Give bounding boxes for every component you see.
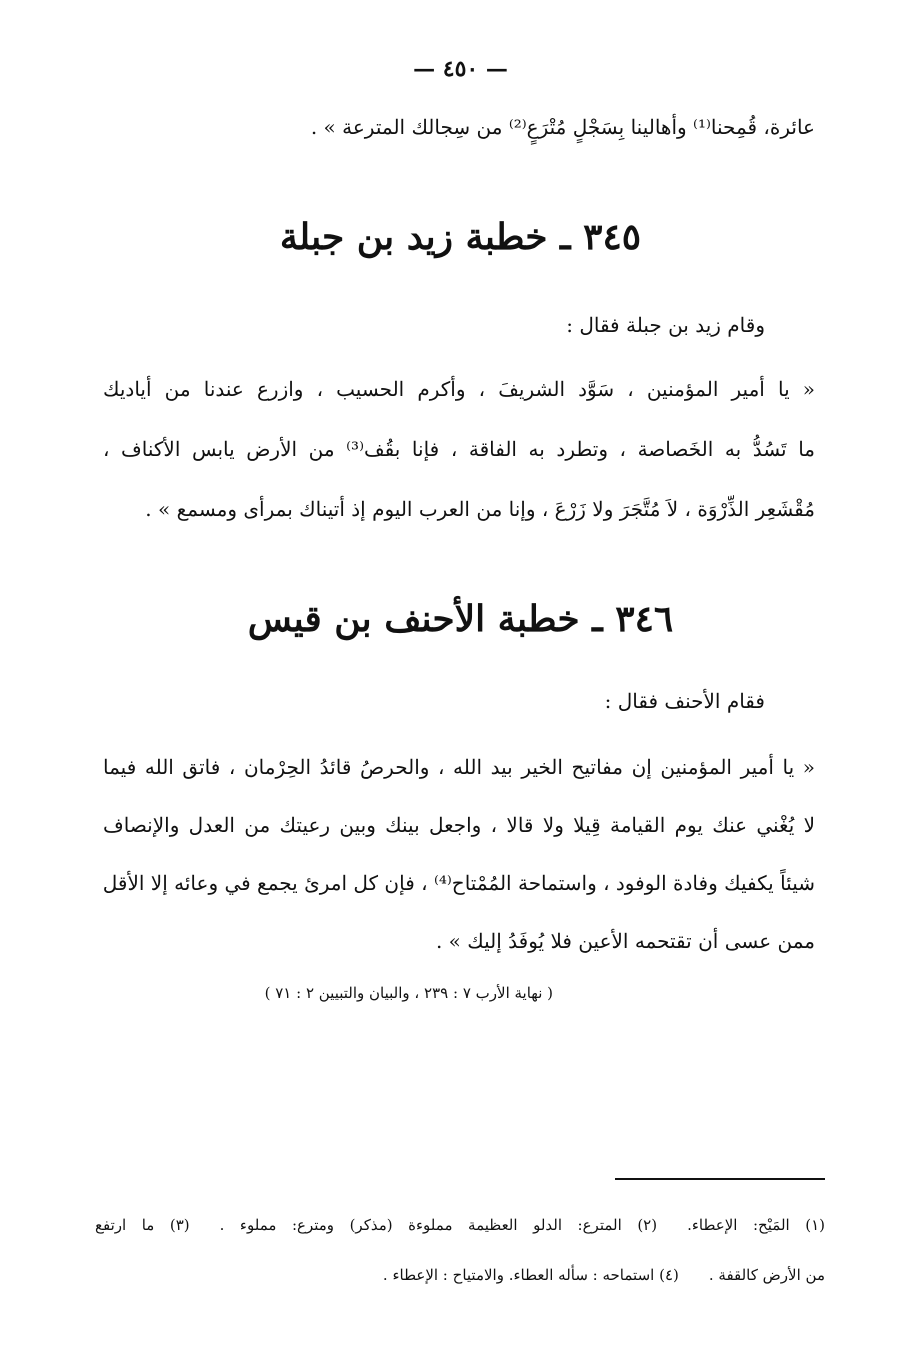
footnote-3-continuation: من الأرض كالقفة . — [708, 1266, 825, 1284]
section-346-line-4: ممن عسى أن تقتحمه الأعين فلا يُوفَدُ إليك » . — [435, 929, 815, 953]
section-346-line-1: « يا أمير المؤمنين إن مفاتيح الخير بيد الله ، والحرصُ قائدُ الحِرْمان ، فاتق الله فيما — [103, 755, 815, 779]
section-346-intro: فقام الأحنف فقال : — [604, 689, 765, 713]
section-346-line-2: لا يُغْني عنك يوم القيامة قِيلا ولا قالا ، واجعل بينك وبين رعيتك من العدل والإنصاف — [103, 813, 815, 837]
footnote-line-2 — [95, 1264, 825, 1286]
section-heading-345: ٣٤٥ ـ خطبة زيد بن جبلة — [279, 216, 642, 258]
footnote-line-1 — [95, 1214, 825, 1236]
source-citation: ( نهاية الأرب ٧ : ٢٣٩ ، والبيان والتبيين ٢ : ٧١ ) — [264, 984, 553, 1002]
section-346-line-3: شيئاً يكفيك وفادة الوفود ، واستماحة المُمْتاح⁽⁴⁾ ، فإن كل امرئ يجمع في وعائه إلا الأقل — [102, 871, 815, 895]
footnote-4: (٤) استماحه : سأله العطاء. والامتياح : الإعطاء . — [382, 1266, 679, 1284]
footnote-separator — [615, 1178, 825, 1180]
page-number: — ٤٥٠ — — [413, 56, 508, 82]
footnote-3: (٣) ما ارتفع — [95, 1216, 190, 1234]
continuation-line: عائرة، قُمِحنا⁽¹⁾ وأهالينا بِسَجْلٍ مُتْرَعٍ⁽²⁾ من سِجالك المترعة » . — [310, 115, 815, 139]
section-345-line-2: ما تَسُدُّ به الخَصاصة ، وتطرد به الفاقة ، فإنا بقُف⁽³⁾ من الأرض يابس الأكناف ، — [103, 437, 815, 461]
section-heading-346: ٣٤٦ ـ خطبة الأحنف بن قيس — [247, 598, 674, 640]
footnote-1: (١) المَيْح: الإعطاء. — [687, 1216, 825, 1234]
footnote-2: (٢) المترع: الدلو العظيمة مملوءة (مذكر) ومترع: مملوء . — [219, 1216, 658, 1234]
section-345-line-1: « يا أمير المؤمنين ، سَوَّد الشريفَ ، وأكرم الحسيب ، وازرع عندنا من أياديك — [103, 377, 815, 401]
section-345-intro: وقام زيد بن جبلة فقال : — [566, 313, 765, 337]
section-345-line-3: مُقْشَعِر الذِّرْوَة ، لاَ مُتَّجَرَ ولا زَرْعَ ، وإنا من العرب اليوم إذ أتيناك بمرأى ومسمع » . — [145, 497, 815, 521]
